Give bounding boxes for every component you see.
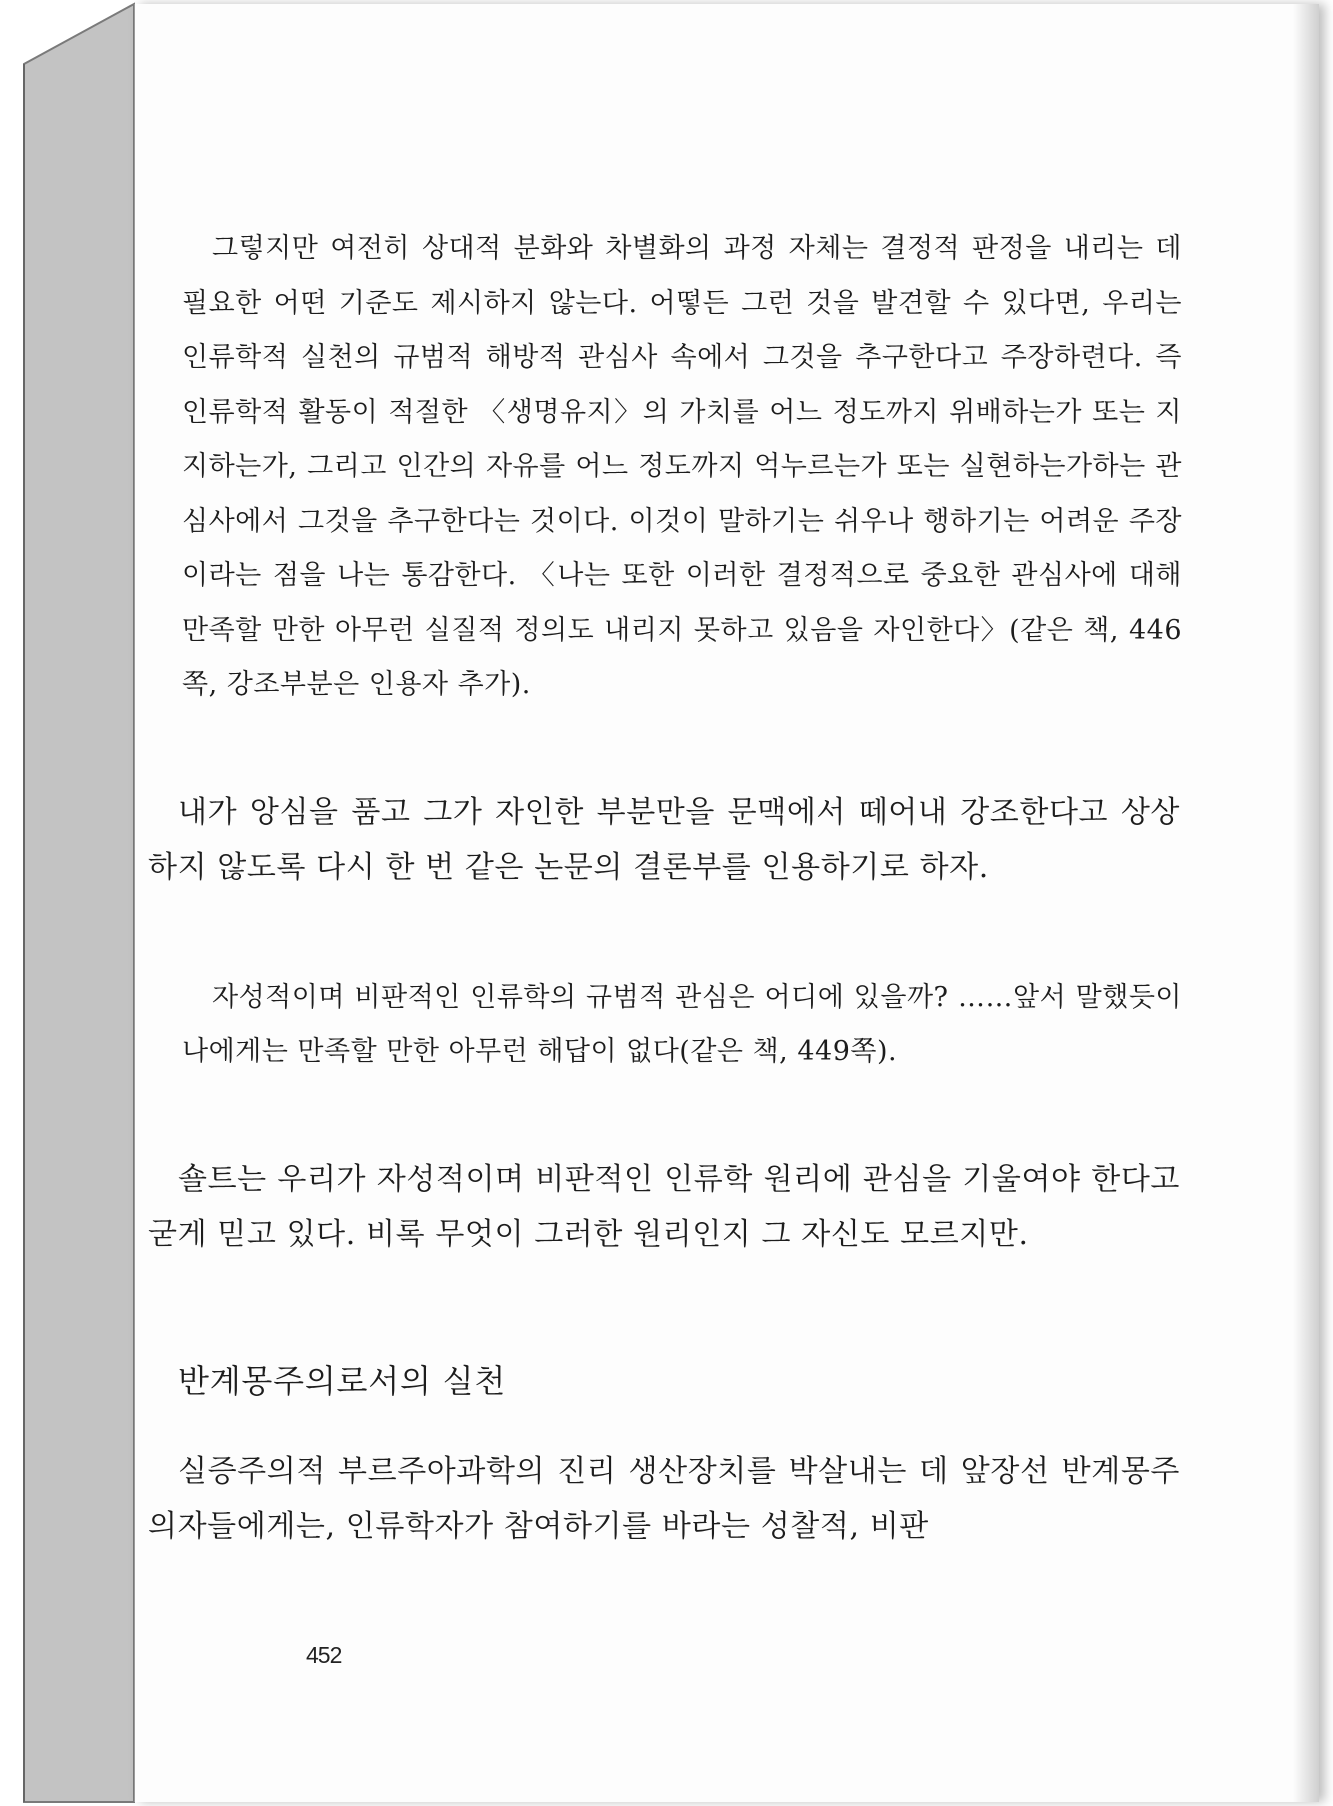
page-content xyxy=(148,222,1180,1554)
page-edge-shadow xyxy=(1293,4,1319,1802)
body-paragraph: 실증주의적 부르주아과학의 진리 생산장치를 박살내는 데 앞장선 반계몽주의자들에게는, 인류학자가 참여하기를 바라는 성찰적, 비판 xyxy=(148,1453,1180,1544)
body-paragraph: 내가 앙심을 품고 그가 자인한 부분만을 문맥에서 떼어내 강조한다고 상상하지 않도록 다시 한 번 같은 논문의 결론부를 인용하기로 하자. xyxy=(148,794,1180,885)
page-number: 452 xyxy=(306,1642,342,1668)
block-quote: 그렇지만 여전히 상대적 분화와 차별화의 과정 자체는 결정적 판정을 내리는 데 필요한 어떤 기준도 제시하지 않는다. 어떻든 그런 것을 발견할 수 있다면, 우리는 인류학적 실천의 규범적 해방적 관심사 속에서 그것을 추구한다고 주장하련다. 즉 인류학적 활동이 적절한 〈생명유지〉의 가치를 어느 정도까지 위배하는가 또는 지지하는가, 그리고 인간의 자유를 어느 정도까지 억누르는가 또는 실현하는가하는 관심사에서 그것을 추구한다는 것이다. 이것이 말하기는 쉬우나 행하기는 어려운 주장이라는 점을 나는 통감한다. 〈나는 또한 이러한 결정적으로 중요한 관심사에 대해 만족할 만한 아무런 실질적 정의도 내리지 못하고 있음을 자인한다〉(같은 책, 446쪽, 강조부분은 인용자 추가). xyxy=(182,233,1182,700)
section-heading: 반계몽주의로서의 실천 xyxy=(178,1361,507,1400)
body-paragraph: 숄트는 우리가 자성적이며 비판적인 인류학 원리에 관심을 기울여야 한다고 굳게 믿고 있다. 비록 무엇이 그러한 원리인지 그 자신도 모르지만. xyxy=(148,1161,1180,1252)
block-quote: 자성적이며 비판적인 인류학의 규범적 관심은 어디에 있을까? ……앞서 말했듯이 나에게는 만족할 만한 아무런 해답이 없다(같은 책, 449쪽). xyxy=(182,981,1182,1067)
